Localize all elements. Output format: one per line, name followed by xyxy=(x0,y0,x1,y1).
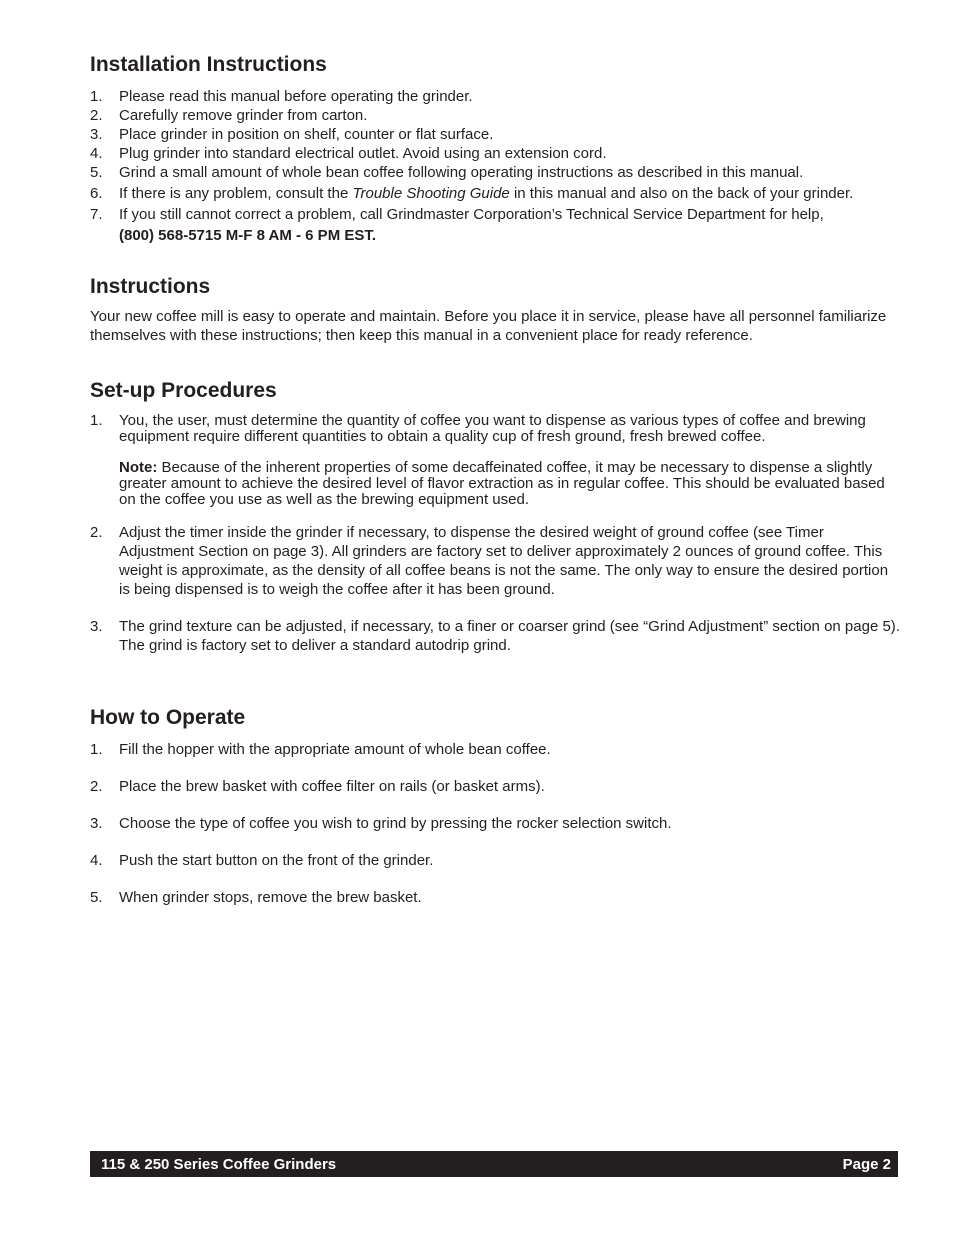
list-item xyxy=(90,777,900,796)
item-number: 6. xyxy=(90,185,103,202)
list-item xyxy=(90,144,900,163)
list-item xyxy=(90,413,900,508)
note-text: Because of the inherent properties of some decaffeinated coffee, it may be necessary to dispense a slightly greater amount to achieve the desired level of flavor extraction as in regular coffee. This should be evaluated based on the coffee you use as well as the brewing equipment used. xyxy=(119,459,885,508)
list-item xyxy=(90,523,900,599)
item-number: 1. xyxy=(90,88,103,105)
trouble-shooting-guide-reference: Trouble Shooting Guide xyxy=(352,185,510,202)
item-number: 4. xyxy=(90,145,103,162)
installation-list xyxy=(90,87,900,245)
list-item xyxy=(90,888,900,907)
item-text: If you still cannot correct a problem, call Grindmaster Corporation’s Technical Service Department for help, xyxy=(119,206,824,223)
item-text: Place grinder in position on shelf, counter or flat surface. xyxy=(119,126,494,143)
item-text: Choose the type of coffee you wish to grind by pressing the rocker selection switch. xyxy=(119,815,672,832)
item-number: 4. xyxy=(90,852,103,869)
operate-heading: How to Operate xyxy=(90,706,246,729)
item-number: 2. xyxy=(90,107,103,124)
item-text-before: If there is any problem, consult the xyxy=(119,185,353,202)
item-text: Plug grinder into standard electrical outlet. Avoid using an extension cord. xyxy=(119,145,607,162)
setup-section xyxy=(90,379,900,655)
item-number: 5. xyxy=(90,164,103,181)
item-number: 3. xyxy=(90,815,103,832)
item-text: Place the brew basket with coffee filter on rails (or basket arms). xyxy=(119,778,545,795)
setup-list xyxy=(90,413,900,655)
item-text: Push the start button on the front of the grinder. xyxy=(119,852,434,869)
item-number: 2. xyxy=(90,524,103,541)
item-number: 1. xyxy=(90,412,103,429)
instructions-section xyxy=(90,275,900,345)
item-text: Fill the hopper with the appropriate amount of whole bean coffee. xyxy=(119,741,551,758)
footer-title: 115 & 250 Series Coffee Grinders xyxy=(101,1155,337,1173)
item-number: 7. xyxy=(90,206,103,223)
support-phone: (800) 568-5715 M-F 8 AM - 6 PM EST. xyxy=(119,227,377,244)
list-item xyxy=(90,617,900,655)
item-text-after: in this manual and also on the back of your grinder. xyxy=(509,185,854,202)
installation-heading: Installation Instructions xyxy=(90,53,327,76)
list-item xyxy=(90,184,900,203)
list-item xyxy=(90,87,900,106)
operate-section xyxy=(90,706,900,907)
setup-heading: Set-up Procedures xyxy=(90,379,277,402)
note-label: Note: xyxy=(119,459,158,476)
page-number: Page 2 xyxy=(842,1155,891,1173)
list-item xyxy=(90,106,900,125)
item-number: 1. xyxy=(90,741,103,758)
item-text: Grind a small amount of whole bean coffee following operating instructions as described in this manual. xyxy=(119,164,804,181)
item-text: Please read this manual before operating the grinder. xyxy=(119,88,473,105)
item-text: Adjust the timer inside the grinder if necessary, to dispense the desired weight of ground coffee (see Timer Adjustment Section on page 3). All grinders are factory set to deliver approximately 2 ounces of ground coffee. This weight is approximate, as the density of all coffee beans is not the same. The only way to ensure the desired portion is being dispensed is to weigh the coffee after it has been ground. xyxy=(119,524,889,598)
item-number: 3. xyxy=(90,126,103,143)
list-item xyxy=(90,163,900,182)
operate-list xyxy=(90,740,900,907)
list-item xyxy=(90,814,900,833)
item-number: 3. xyxy=(90,618,103,635)
item-number: 5. xyxy=(90,889,103,906)
instructions-paragraph: Your new coffee mill is easy to operate and maintain. Before you place it in service, please have all personnel familiarize themselves with these instructions; then keep this manual in a convenient place for ready reference. xyxy=(90,308,887,344)
list-item xyxy=(90,740,900,759)
item-number: 2. xyxy=(90,778,103,795)
instructions-heading: Instructions xyxy=(90,275,211,298)
item-text: You, the user, must determine the quantity of coffee you want to dispense as various types of coffee and brewing equipment require different quantities to obtain a quality cup of fresh ground, fresh brewed coffee. xyxy=(119,412,866,445)
list-item xyxy=(90,205,900,245)
installation-section xyxy=(90,53,900,245)
setup-note xyxy=(119,460,900,508)
item-text: When grinder stops, remove the brew basket. xyxy=(119,889,422,906)
item-text: The grind texture can be adjusted, if necessary, to a finer or coarser grind (see “Grind Adjustment” section on page 5). The grind is factory set to deliver a standard autodrip grind. xyxy=(119,618,900,654)
list-item xyxy=(90,125,900,144)
item-text: Carefully remove grinder from carton. xyxy=(119,107,368,124)
page-footer xyxy=(90,1151,898,1177)
list-item xyxy=(90,851,900,870)
